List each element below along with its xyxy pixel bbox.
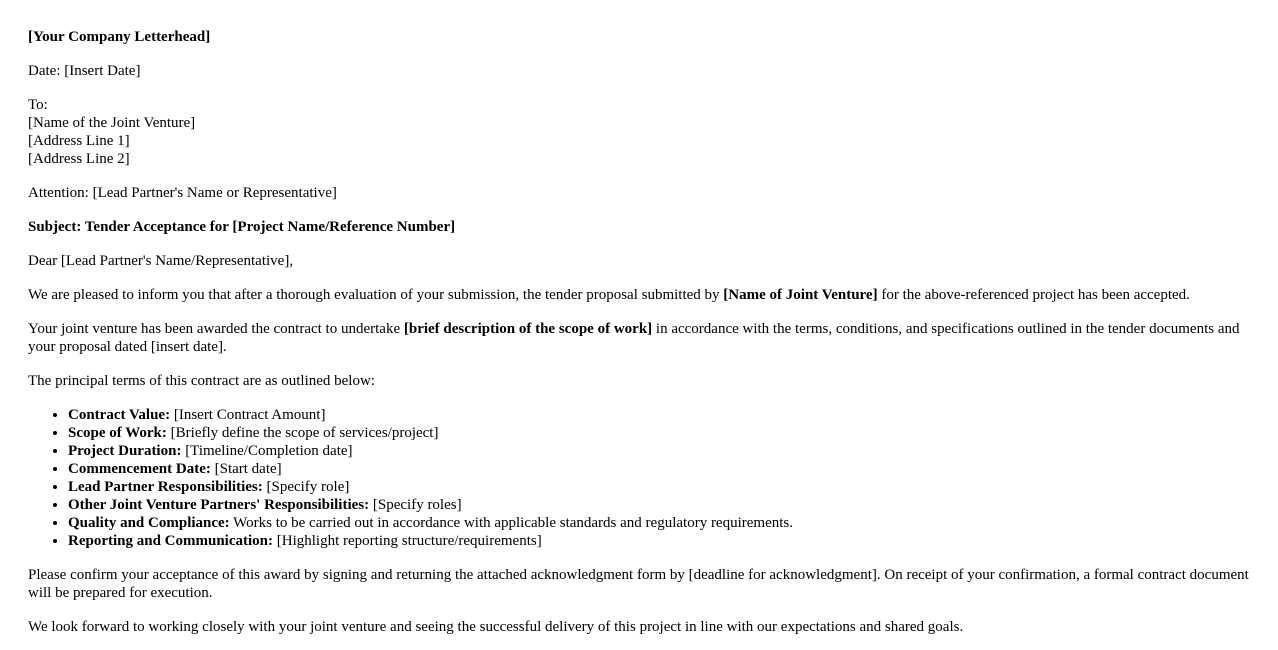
terms-list <box>28 406 1250 550</box>
term-label: Contract Value: <box>68 407 171 423</box>
terms-list-item <box>68 496 1250 514</box>
term-value: [Briefly define the scope of services/project] <box>166 425 439 441</box>
term-label: Scope of Work: <box>68 425 167 441</box>
terms-intro: The principal terms of this contract are as outlined below: <box>28 373 375 389</box>
term-value: [Specify role] <box>262 479 350 495</box>
attention-line: Attention: [Lead Partner's Name or Representative] <box>28 185 337 201</box>
term-label: Commencement Date: <box>68 461 211 477</box>
terms-list-item <box>68 406 1250 424</box>
paragraph-award-text-after: in accordance with the terms, conditions, and specifications outlined in the tender documents and your proposal dated [insert date]. <box>28 321 1240 355</box>
terms-list-item <box>68 442 1250 460</box>
term-value: [Start date] <box>210 461 282 477</box>
term-value: [Highlight reporting structure/requirements] <box>273 533 542 549</box>
term-value: [Insert Contract Amount] <box>170 407 326 423</box>
paragraph-award-text-before: Your joint venture has been awarded the contract to undertake <box>28 321 404 337</box>
paragraph-evaluation <box>28 286 1250 304</box>
term-label: Lead Partner Responsibilities: <box>68 479 263 495</box>
joint-venture-name-placeholder: [Name of Joint Venture] <box>723 287 878 303</box>
letterhead: [Your Company Letterhead] <box>28 29 211 45</box>
scope-description-placeholder: [brief description of the scope of work] <box>403 321 653 337</box>
term-label: Other Joint Venture Partners' Responsibilities: <box>68 497 370 513</box>
paragraph-evaluation-text-after: for the above-referenced project has been accepted. <box>877 287 1190 303</box>
salutation: Dear [Lead Partner's Name/Representative], <box>28 253 294 269</box>
paragraph-confirmation: Please confirm your acceptance of this award by signing and returning the attached acknowledgment form by [deadline for acknowledgment]. On receipt of your confirmation, a formal contract document will be prepared for execution. <box>28 567 1249 601</box>
address-line-1: [Address Line 1] <box>28 133 130 149</box>
terms-list-item <box>68 424 1250 442</box>
term-value: Works to be carried out in accordance with applicable standards and regulatory requirements. <box>229 515 793 531</box>
term-value: [Specify roles] <box>369 497 462 513</box>
term-label: Project Duration: <box>68 443 182 459</box>
to-label: To: <box>28 97 48 113</box>
terms-list-item <box>68 514 1250 532</box>
date-line: Date: [Insert Date] <box>28 63 141 79</box>
recipient-block <box>28 96 1250 168</box>
terms-list-item <box>68 460 1250 478</box>
term-value: [Timeline/Completion date] <box>181 443 353 459</box>
paragraph-award <box>28 320 1250 356</box>
terms-list-item <box>68 532 1250 550</box>
term-label: Quality and Compliance: <box>68 515 230 531</box>
address-line-2: [Address Line 2] <box>28 151 130 167</box>
paragraph-evaluation-text-before: We are pleased to inform you that after a thorough evaluation of your submission, the tender proposal submitted by <box>28 287 724 303</box>
subject-line: Subject: Tender Acceptance for [Project Name/Reference Number] <box>28 219 456 235</box>
term-label: Reporting and Communication: <box>68 533 274 549</box>
paragraph-closing: We look forward to working closely with your joint venture and seeing the successful delivery of this project in line with our expectations and shared goals. <box>28 619 964 635</box>
terms-list-item <box>68 478 1250 496</box>
recipient-name: [Name of the Joint Venture] <box>28 115 196 131</box>
